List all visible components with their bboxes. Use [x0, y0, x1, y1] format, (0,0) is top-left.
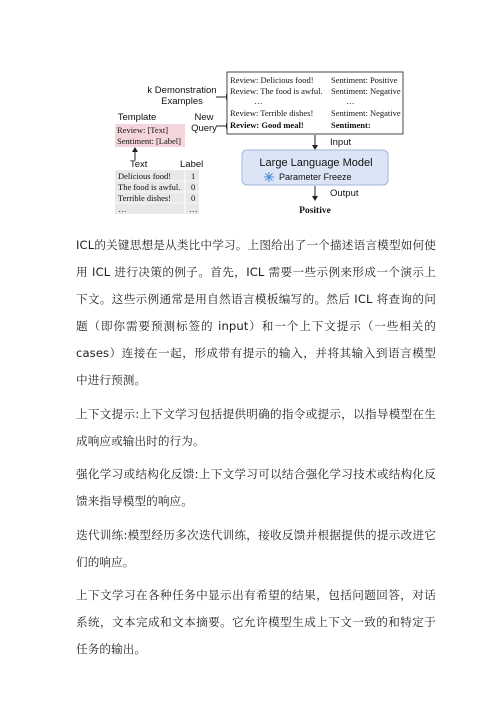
table-cell-label: 0	[191, 193, 196, 203]
input-label: Input	[330, 137, 352, 148]
prompt-review: Review: The food is awful.	[230, 86, 323, 96]
text-header: Text	[130, 159, 148, 170]
input-arrow-head	[312, 145, 318, 150]
output-label: Output	[330, 188, 359, 199]
prompt-sentiment: Sentiment: Negative	[331, 108, 401, 118]
snowflake-icon	[264, 172, 274, 182]
template-line-review: Review: [Text]	[117, 125, 169, 135]
table-cell-text: Terrible dishes!	[118, 193, 171, 203]
table-cell-label: …	[189, 204, 198, 214]
table-cell-label: 1	[191, 171, 196, 181]
paragraph-results: 上下文学习在各种任务中显示出有希望的结果，包括问题回答，对话系统，文本完成和文本摘要。它允许模型生成上下文一致的和特定于任务的输出。	[76, 588, 436, 657]
template-line-sentiment: Sentiment: [Label]	[117, 136, 181, 146]
icl-diagram	[0, 0, 500, 230]
query-review: Review: Good meal!	[230, 120, 304, 130]
demo-label-line1: k Demonstration	[147, 85, 217, 96]
llm-subtitle: Parameter Freeze	[279, 172, 352, 182]
prompt-sentiment: …	[346, 96, 355, 106]
paragraph-iterative-training: 迭代训练:模型经历多次迭代训练，接收反馈并根据提供的提示改进它们的响应。	[76, 527, 436, 569]
table-cell-text: …	[118, 204, 127, 214]
paragraph-reinforcement: 强化学习或结构化反馈:上下文学习可以结合强化学习技术或结构化反馈来指导模型的响应。	[76, 467, 436, 509]
prompt-review: Review: Terrible dishes!	[230, 108, 314, 118]
label-header: Label	[180, 159, 204, 170]
prompt-sentiment: Sentiment: Positive	[331, 75, 398, 85]
llm-title: Large Language Model	[259, 157, 373, 169]
query-sentiment: Sentiment:	[331, 120, 371, 130]
demo-label-line2: Examples	[161, 96, 203, 107]
prompt-review: …	[254, 96, 263, 106]
result-label: Positive	[299, 206, 331, 216]
table-cell-label: 0	[191, 182, 196, 192]
up-arrow-head	[132, 147, 138, 152]
prompt-sentiment: Sentiment: Negative	[331, 86, 401, 96]
article-body	[76, 232, 436, 670]
new-query-line2: Query	[191, 123, 217, 134]
new-query-line1: New	[194, 112, 214, 123]
prompt-review: Review: Delicious food!	[230, 75, 314, 85]
output-arrow-head	[312, 196, 318, 201]
template-label: Template	[117, 112, 157, 123]
paragraph-context-prompt: 上下文提示:上下文学习包括提供明确的指令或提示，以指导模型在生成响应或输出时的行为。	[76, 406, 436, 448]
table-cell-text: The food is awful.	[118, 182, 181, 192]
table-cell-text: Delicious food!	[118, 171, 172, 181]
paragraph-icl-intro: ICL的关键思想是从类比中学习。上图给出了一个描述语言模型如何使用 ICL 进行决策的例子。首先，ICL 需要一些示例来形成一个演示上下文。这些示例通常是用自然语言模板编写的。然后 ICL 将查询的问题（即你需要预测标签的 input）和一个上下文提示（一些相关的 cases）连接在一起，形成带有提示的输入，并将其输入到语言模型中进行预测。	[76, 238, 436, 387]
